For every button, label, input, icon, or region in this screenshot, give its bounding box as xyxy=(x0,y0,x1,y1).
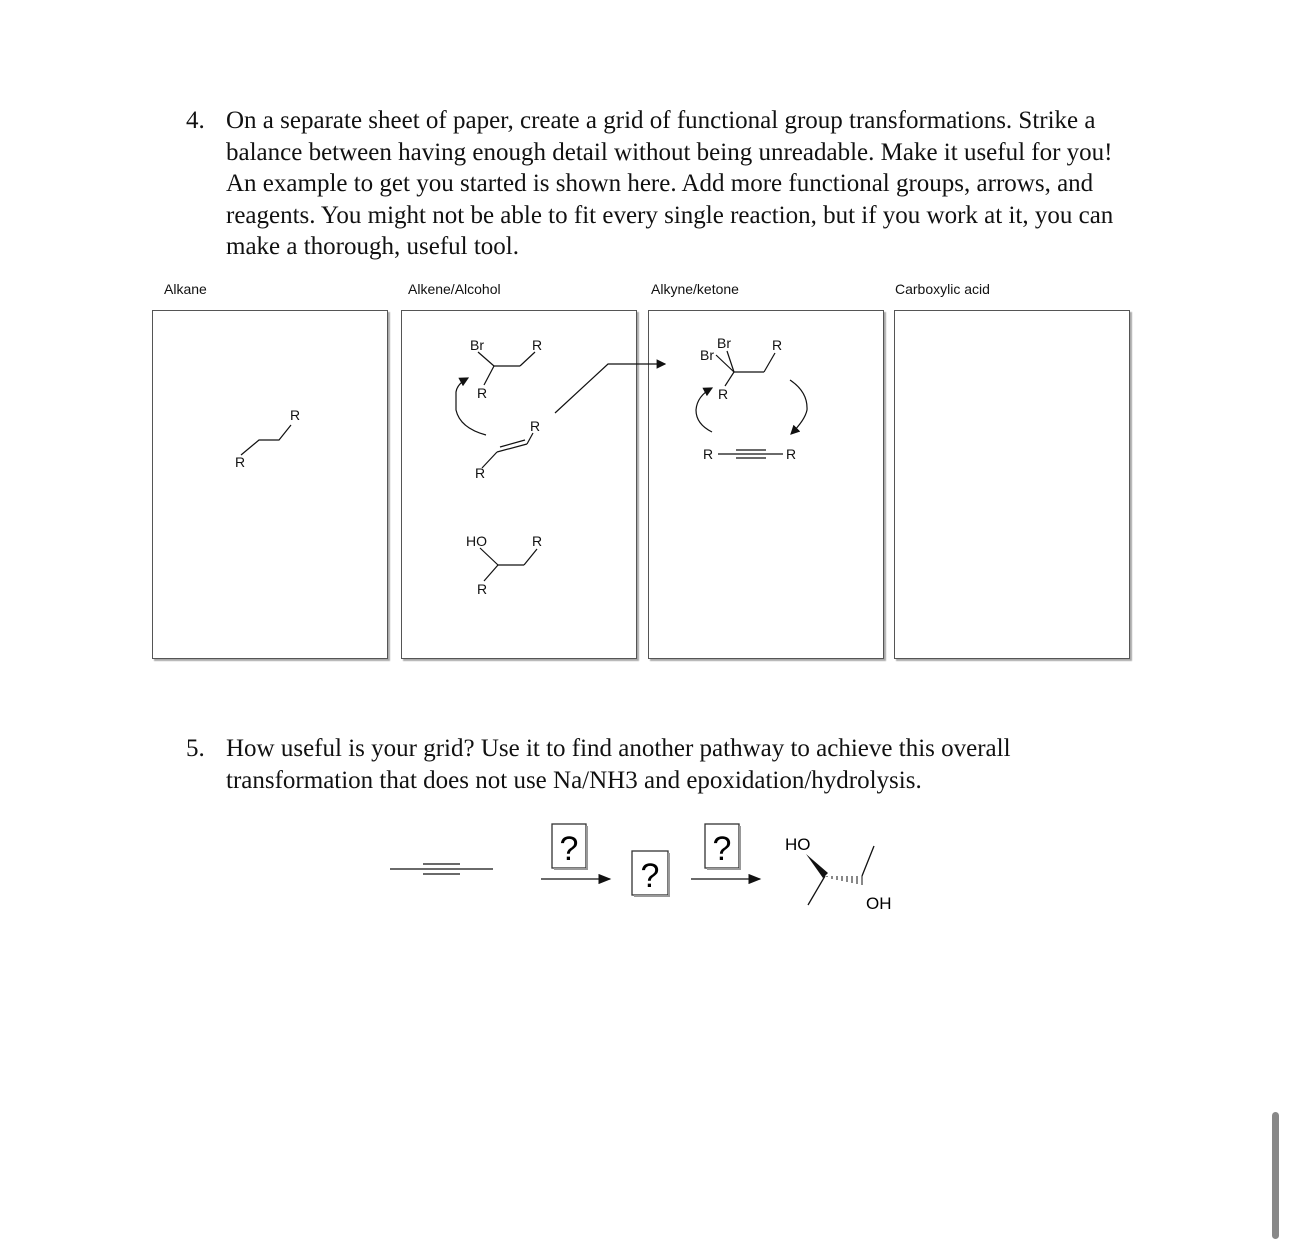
question-4-line: make a thorough, useful tool. xyxy=(226,233,519,260)
question-5-line: How useful is your grid? Use it to find another pathway to achieve this overall xyxy=(226,735,1011,762)
diol-product-structure xyxy=(785,835,892,913)
unknown-label: ? xyxy=(559,830,579,868)
question-4-line: On a separate sheet of paper, create a grid of functional group transformations. Strike a xyxy=(226,107,1096,134)
r-label: R xyxy=(477,385,488,401)
starting-alkyne-structure xyxy=(390,864,493,874)
br-label: Br xyxy=(717,335,731,351)
r-label: R xyxy=(786,446,797,462)
r-label: R xyxy=(475,465,486,481)
header-alkyne-ketone: Alkyne/ketone xyxy=(651,281,739,297)
question-4-line: An example to get you started is shown here. Add more functional groups, arrows, and xyxy=(226,170,1094,197)
br-label: Br xyxy=(470,337,484,353)
ho-label: HO xyxy=(785,835,811,854)
unknown-label: ? xyxy=(712,830,732,868)
question-4-number: 4. xyxy=(186,107,205,134)
header-alkene-alcohol: Alkene/Alcohol xyxy=(408,281,501,297)
r-label: R xyxy=(718,386,729,402)
r-label: R xyxy=(772,337,783,353)
r-label: R xyxy=(703,446,714,462)
unknown-reagent-box-2 xyxy=(705,824,740,870)
header-carboxylic-acid: Carboxylic acid xyxy=(895,281,990,297)
unknown-label: ? xyxy=(640,857,660,895)
br-label: Br xyxy=(700,347,714,363)
r-label: R xyxy=(477,581,488,597)
unknown-intermediate-box xyxy=(632,851,669,897)
ho-label: HO xyxy=(466,533,487,549)
question-4-line: balance between having enough detail without being unreadable. Make it useful for you! xyxy=(226,138,1113,166)
scrollbar[interactable] xyxy=(1272,1112,1279,1239)
r-label: R xyxy=(235,454,246,470)
unknown-reagent-box-1 xyxy=(552,824,587,870)
r-label: R xyxy=(290,407,301,423)
r-label: R xyxy=(532,337,543,353)
question-5-line: transformation that does not use Na/NH3 and epoxidation/hydrolysis. xyxy=(226,766,922,794)
question-5-number: 5. xyxy=(186,735,205,762)
r-label: R xyxy=(530,418,541,434)
header-alkane: Alkane xyxy=(164,281,207,297)
r-label: R xyxy=(532,533,543,549)
oh-label: OH xyxy=(866,894,892,913)
question-4-line: reagents. You might not be able to fit every single reaction, but if you work at it, you can xyxy=(226,201,1114,229)
